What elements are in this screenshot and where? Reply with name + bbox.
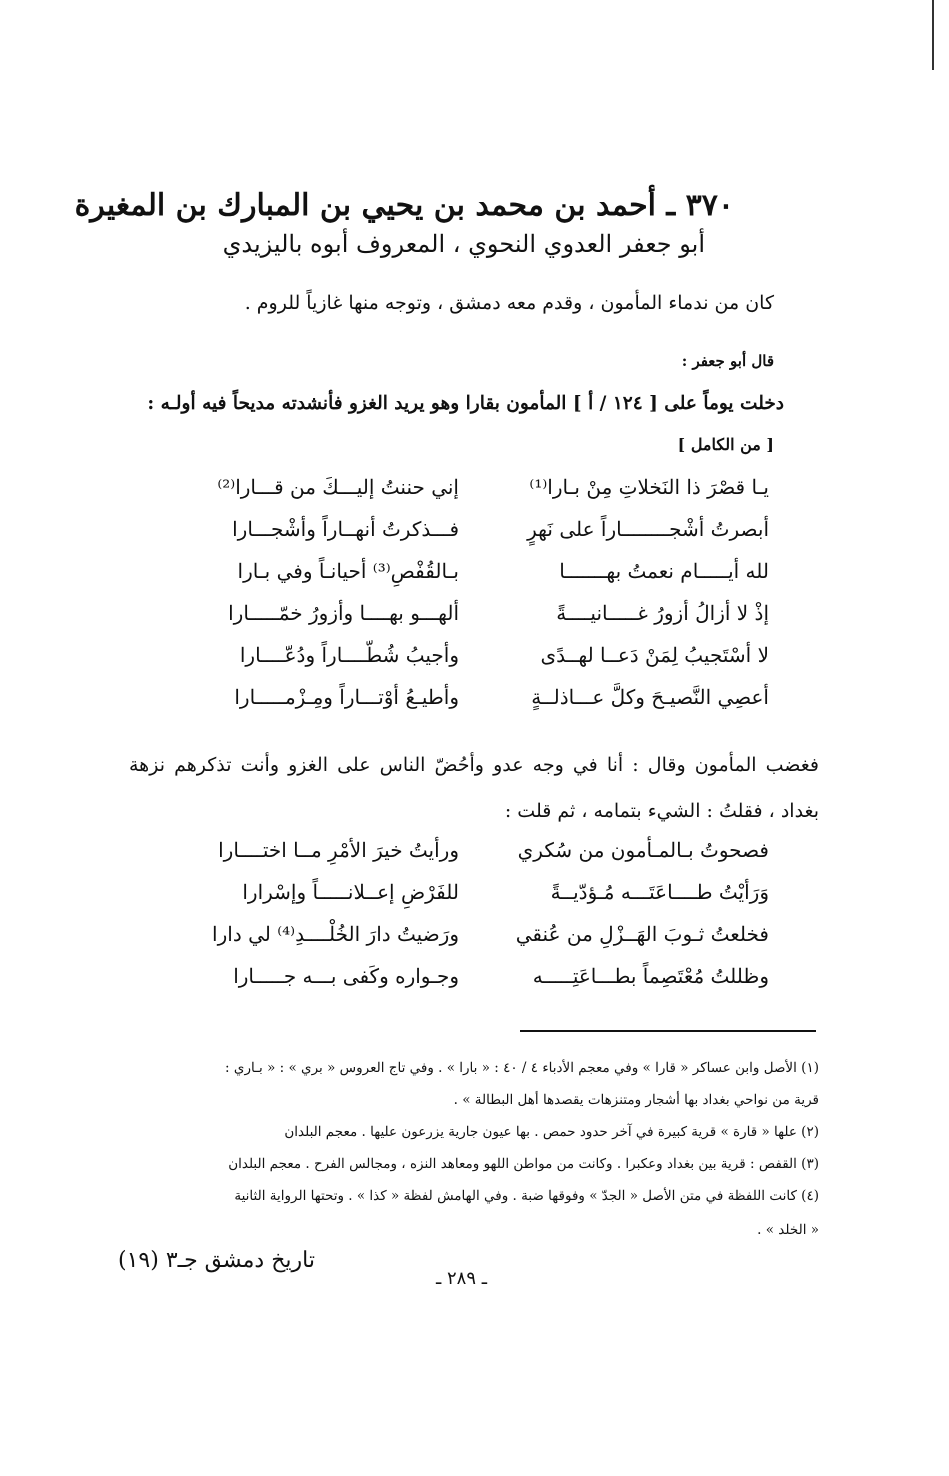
hemistich-second: ألهـــو بهــــا وأزورُ خمّـــــارا (228, 601, 459, 625)
poem-verse (179, 643, 769, 683)
hemistich-second: إني حننتُ إليـــكَ من قـــارا⁽²⁾ (217, 475, 459, 499)
hemistich-first: وظللتُ مُعْتَصِماً بطـــاعَتِـــــه (532, 964, 769, 988)
hemistich-second: ورَضيتُ دارَ الخُلْــــدِ⁽⁴⁾ لي دارا (212, 922, 459, 946)
entry-title: ٣٧٠ ـ أحمد بن محمد بن يحيي بن المبارك بن المغيرة (74, 188, 734, 223)
entry-bio: كان من ندماء المأمون ، وقدم معه دمشق ، وتوجه منها غازياً للروم . (244, 292, 774, 314)
paragraph-2: فغضب المأمون وقال : أنا في وجه عدو وأحُضّ الناس على الغزو وأنت تذكرهم نزهة بغداد ، فقلتُ : الشيء بتمامه ، ثم قلت : (129, 754, 819, 822)
poem-verse (179, 517, 769, 557)
poem-verse (179, 880, 769, 920)
paragraph-1: دخلت يوماً على [ ١٢٤ / أ ] المأمون بقارا وهو يريد الغزو فأنشدته مديحاً فيه أولـه : (147, 393, 784, 414)
speaker-line: قال أبو جعفر : (681, 352, 774, 370)
hemistich-second: فـــذكرتُ أنهــاراً وأشْجـــارا (232, 517, 459, 541)
footnote-divider (520, 1030, 816, 1032)
hemistich-second: للفَرْضِ إعــلانـــــاً وإسْرارا (242, 880, 459, 904)
hemistich-second: وجـواره وكَفى بـــه جـــــارا (233, 964, 459, 988)
hemistich-first: أعصِي النَّصيـحَ وكلَّ عـــاذلــةٍ (531, 685, 769, 709)
hemistich-first: وَرَأيْتُ طــــاعَتَـــه مُـؤدّيــةً (550, 880, 769, 904)
footnote-line: « الخلد » . (757, 1222, 819, 1238)
hemistich-second: وأطيـعُ أوْتـــاراً ومِـزْمـــــارا (234, 685, 459, 709)
hemistich-first: أبصرتُ أشْجــــــــاراً على نَهرٍ (527, 517, 769, 541)
hemistich-first: يـا قصْرَ ذا النَخلاتِ مِنْ بـارا⁽¹⁾ (529, 475, 769, 499)
poem-verse (179, 559, 769, 599)
hemistich-first: لا أسْتَجيبُ لِمَنْ دَعــا لهــدًى (540, 643, 769, 667)
poem-verse (179, 601, 769, 641)
poem-verse (179, 964, 769, 1004)
hemistich-second: وأجيبُ شُطّــــاراً ودُعّــــارا (239, 643, 459, 667)
footnote-line: (١) الأصل وابن عساكر « قارا » وفي معجم الأدباء ٤ / ٤٠ : « بارا » . وفي تاج العروس « بري » : « بـاري : (225, 1060, 819, 1076)
footnote-line: (٤) كانت اللفظة في متن الأصل « الجدّ » وفوقها ضبة . وفي الهامش لفظة « كذا » . وتحتها الرواية الثانية (234, 1188, 819, 1204)
footnote-line: (٣) القفص : قرية بين بغداد وعكبرا . وكانت من مواطن اللهو ومعاهد النزه ، ومجالس الفرح . معجم البلدان (228, 1156, 819, 1172)
book-signature: تاريخ دمشق جـ٣ (١٩) (118, 1248, 316, 1273)
hemistich-second: بـالقُفْصِ⁽³⁾ أحيانـاً وفي بـارا (237, 559, 459, 583)
poem-verse (179, 475, 769, 515)
hemistich-first: فصحوتُ بـالمـأمون من سُكري (517, 838, 769, 862)
hemistich-first: إذْ لا أزالُ أزورُ غـــــانيــــةً (556, 601, 769, 625)
poem-verse (179, 685, 769, 725)
poem-verse (179, 922, 769, 962)
page-number: ـ ٢٨٩ ـ (436, 1268, 488, 1289)
hemistich-first: فخلعتُ ثـوبَ الهَــزْلِ من عُنقي (515, 922, 769, 946)
meter-label: [ من الكامل ] (677, 435, 774, 454)
entry-subtitle: أبو جعفر العدوي النحوي ، المعروف أبوه باليزيدي (222, 230, 705, 258)
footnote-line: قرية من نواحي بغداد بها أشجار ومتنزهات يقصدها أهل البطالة » . (453, 1092, 819, 1108)
margin-mark (932, 0, 934, 70)
poem-verse (179, 838, 769, 878)
hemistich-second: ورأيتُ خيرَ الأمْرِ مــا اختــــارا (218, 838, 459, 862)
footnote-line: (٢) علها « قارة » قرية كبيرة في آخر حدود حمص . بها عيون جارية يزرعون عليها . معجم البلدان (284, 1124, 819, 1140)
hemistich-first: لله أيـــــام نعمتُ بهـــــــا (559, 559, 769, 583)
